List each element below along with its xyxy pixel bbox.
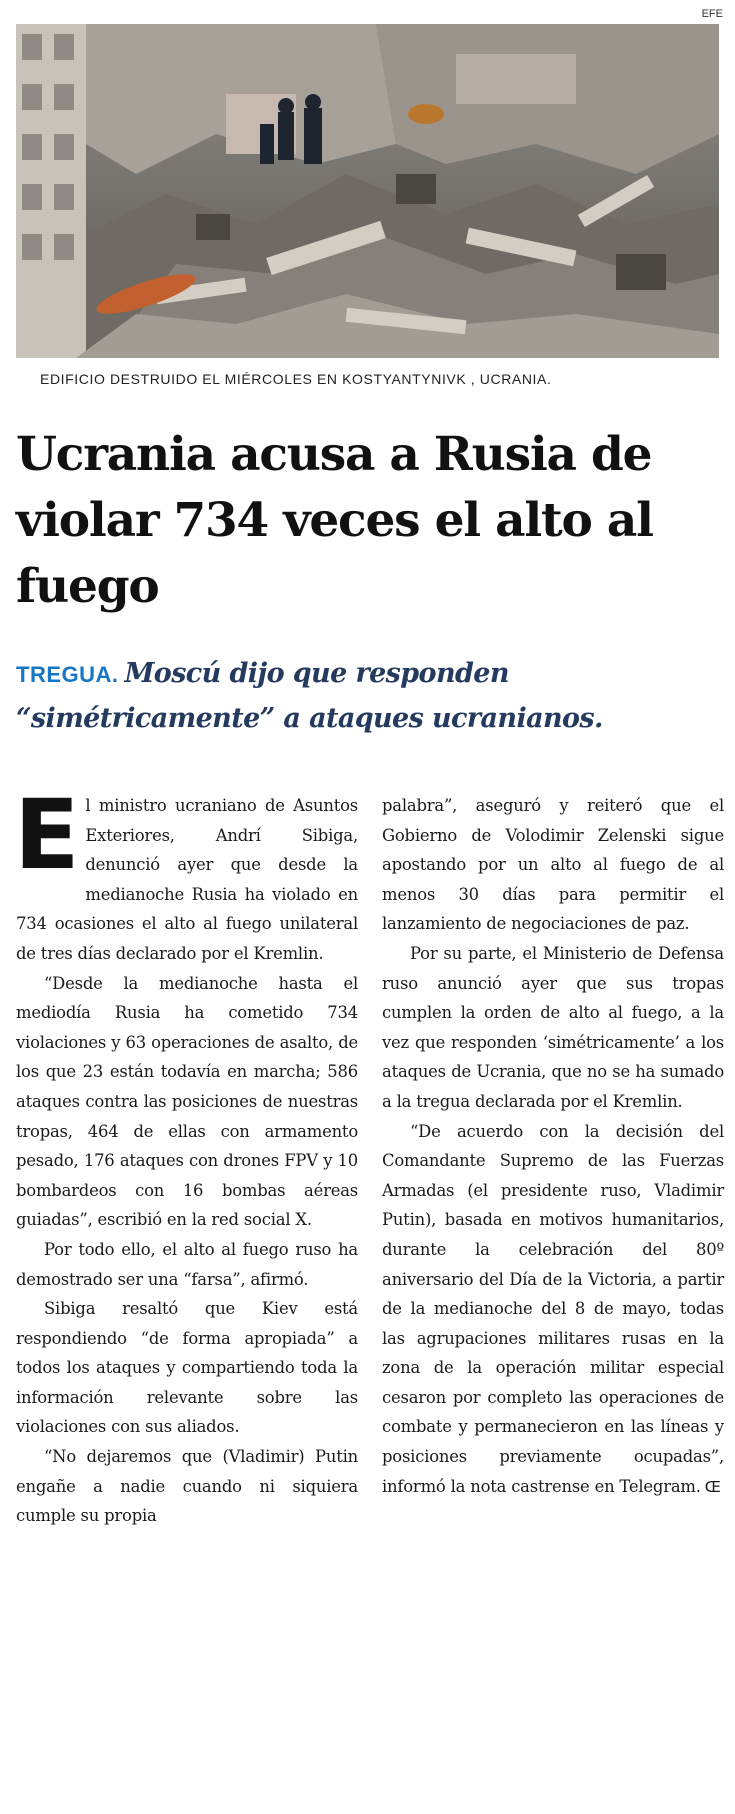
paragraph: Sibiga resaltó que Kiev está respondiendo “de forma apropiada” a todos los ataques y compartiendo toda la información relevante sobre las violaciones con sus aliados. [16, 1299, 358, 1437]
photo-credit: EFE [701, 8, 723, 20]
article-column-right [382, 791, 724, 1502]
headline: Ucrania acusa a Rusia de violar 734 veces el alto al fuego [16, 427, 653, 614]
paragraph: Por todo ello, el alto al fuego ruso ha demostrado ser una “farsa”, afirmó. [16, 1239, 358, 1289]
paragraph: “Desde la medianoche hasta el mediodía Rusia ha cometido 734 violaciones y 63 operaciones de asalto, de los que 23 están todavía en marcha; 586 ataques contra las posiciones de nuestras tropas, 464 de ellas con armamento pesado, 176 ataques con drones FPV y 10 bombardeos con 16 bombas aéreas guiadas”, escribió en la red social X. [16, 973, 358, 1230]
subheadline: Moscú dijo que responden “simétricamente” a ataques ucranianos. [16, 658, 603, 734]
destroyed-building-image [16, 24, 719, 358]
article-column-left [14, 779, 358, 1531]
paragraph: “De acuerdo con la decisión del Comandante Supremo de las Fuerzas Armadas (el presidente ruso, Vladimir Putin), basada en motivos humanitarios, durante la celebración del 80º aniversario del Día de la Victoria, a partir de la medianoche del 8 de mayo, todas las agrupaciones militares rusas en la zona de la operación militar especial cesaron por completo las operaciones de combate y permanecieron en las líneas y posiciones previamente ocupadas”, informó la nota castrense en Telegram. Œ [382, 1121, 724, 1496]
paragraph: palabra”, aseguró y reiteró que el Gobierno de Volodimir Zelenski sigue apostando por un alto al fuego de al menos 30 días para permitir el lanzamiento de negociaciones de paz. [382, 796, 724, 934]
photo-caption: EDIFICIO DESTRUIDO EL MIÉRCOLES EN KOSTYANTYNIVK , UCRANIA. [40, 371, 552, 387]
kicker-label: TREGUA. [16, 662, 119, 687]
end-of-article-icon: Œ [704, 1477, 721, 1496]
subheadline-block [16, 652, 726, 741]
paragraph: “No dejaremos que (Vladimir) Putin engañe a nadie cuando ni siquiera cumple su propia [16, 1447, 358, 1526]
paragraph: El ministro ucraniano de Asuntos Exteriores, Andrí Sibiga, denunció ayer que desde la medianoche Rusia ha violado en 734 ocasiones el alto al fuego unilateral de tres días declarado por el Kremlin. [14, 779, 358, 963]
drop-cap: E [14, 779, 80, 891]
paragraph: Por su parte, el Ministerio de Defensa ruso anunció ayer que sus tropas cumplen la orden de alto al fuego, a la vez que responden ‘simétricamente’ a los ataques de Ucrania, que no se ha sumado a la tregua declarada por el Kremlin. [382, 943, 724, 1111]
news-photo [16, 24, 719, 358]
